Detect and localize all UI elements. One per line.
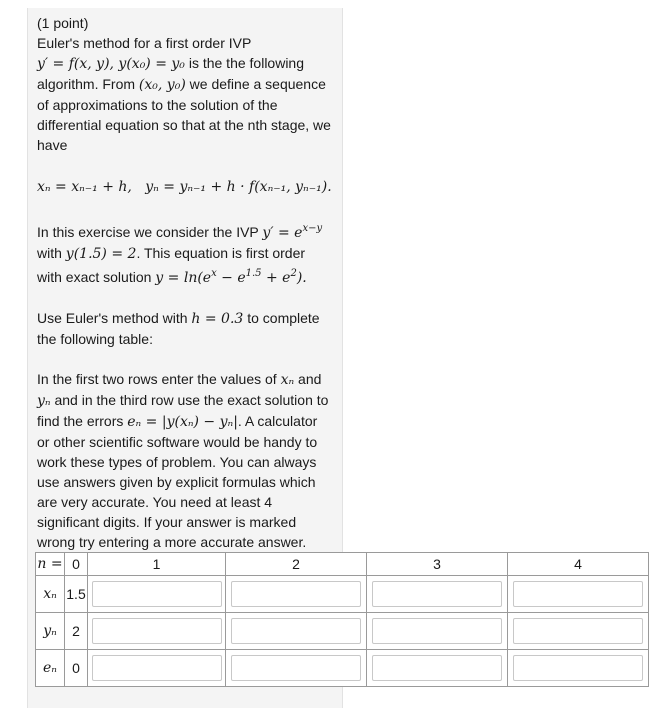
y0-value: 2 [65, 613, 88, 650]
e1-input[interactable] [92, 655, 222, 681]
euler-table [35, 552, 649, 687]
e0-value: 0 [65, 650, 88, 687]
initial-condition: y(1.5) = 2 [65, 246, 137, 262]
x0-value: 1.5 [65, 576, 88, 613]
step-size: h = 0.3 [191, 311, 244, 327]
header-cell: 0 [65, 553, 88, 576]
problem-text: (1 point) Euler's method for a first order IVP y′ = f(x, y), y(x₀) = y₀ is the the following algorithm. From (x₀, y₀) we define a sequence of approximations to the solution of the differential equation so that at the nth stage, we have xₙ = xₙ₋₁ + h, yₙ = yₙ₋₁ + h · f(xₙ₋₁, yₙ₋₁). In this exercise we consider the IVP $y' = e^{x-y}$ with y(1.5) = 2. This equation is first order with exact solution $y = \ln(e^x - e^{1.5} + e^2)$. Use Euler's method with h = 0.3 to complete the following table: In the first two rows enter the values of xₙ and yₙ and in the third row use the exact solution to find the errors eₙ = |y(xₙ) − yₙ|. A calculator or other scientific software would be handy to work these types of problem. You can always use answers given by explicit formulas which are very accurate. You need at least 4 significant digits. If your answer is marked wrong try entering a more accurate answer. [37, 13, 337, 552]
points-label: (1 point) [37, 15, 89, 31]
y3-input[interactable] [372, 618, 502, 644]
yn-row [36, 613, 649, 650]
error-formula: eₙ = |y(xₙ) − yₙ| [127, 414, 238, 430]
x3-input[interactable] [372, 581, 502, 607]
e4-input[interactable] [513, 655, 643, 681]
exact-solution: $y = \ln(e^x - e^{1.5} + e^2)$. [155, 268, 307, 286]
y4-input[interactable] [513, 618, 643, 644]
e3-input[interactable] [372, 655, 502, 681]
header-row [36, 553, 649, 576]
initial-point: (x₀, y₀) [138, 77, 186, 93]
x4-input[interactable] [513, 581, 643, 607]
xn-label: xₙ [36, 576, 65, 613]
xn-row [36, 576, 649, 613]
header-cell: 4 [508, 553, 649, 576]
en-label: eₙ [36, 650, 65, 687]
ivp-equation: $y' = e^{x-y}$ [262, 223, 323, 241]
euler-recurrence: xₙ = xₙ₋₁ + h, yₙ = yₙ₋₁ + h · f(xₙ₋₁, yₙ₋₁). [37, 179, 332, 195]
x2-input[interactable] [231, 581, 361, 607]
yn-label: yₙ [36, 613, 65, 650]
header-cell: 2 [226, 553, 367, 576]
x1-input[interactable] [92, 581, 222, 607]
n-label: n = [36, 553, 65, 576]
y1-input[interactable] [92, 618, 222, 644]
header-cell: 1 [88, 553, 226, 576]
intro-line: Euler's method for a first order IVP [37, 35, 252, 51]
en-row [36, 650, 649, 687]
ivp-formula: y′ = f(x, y), y(x₀) = y₀ [37, 56, 185, 72]
y2-input[interactable] [231, 618, 361, 644]
e2-input[interactable] [231, 655, 361, 681]
header-cell: 3 [367, 553, 508, 576]
